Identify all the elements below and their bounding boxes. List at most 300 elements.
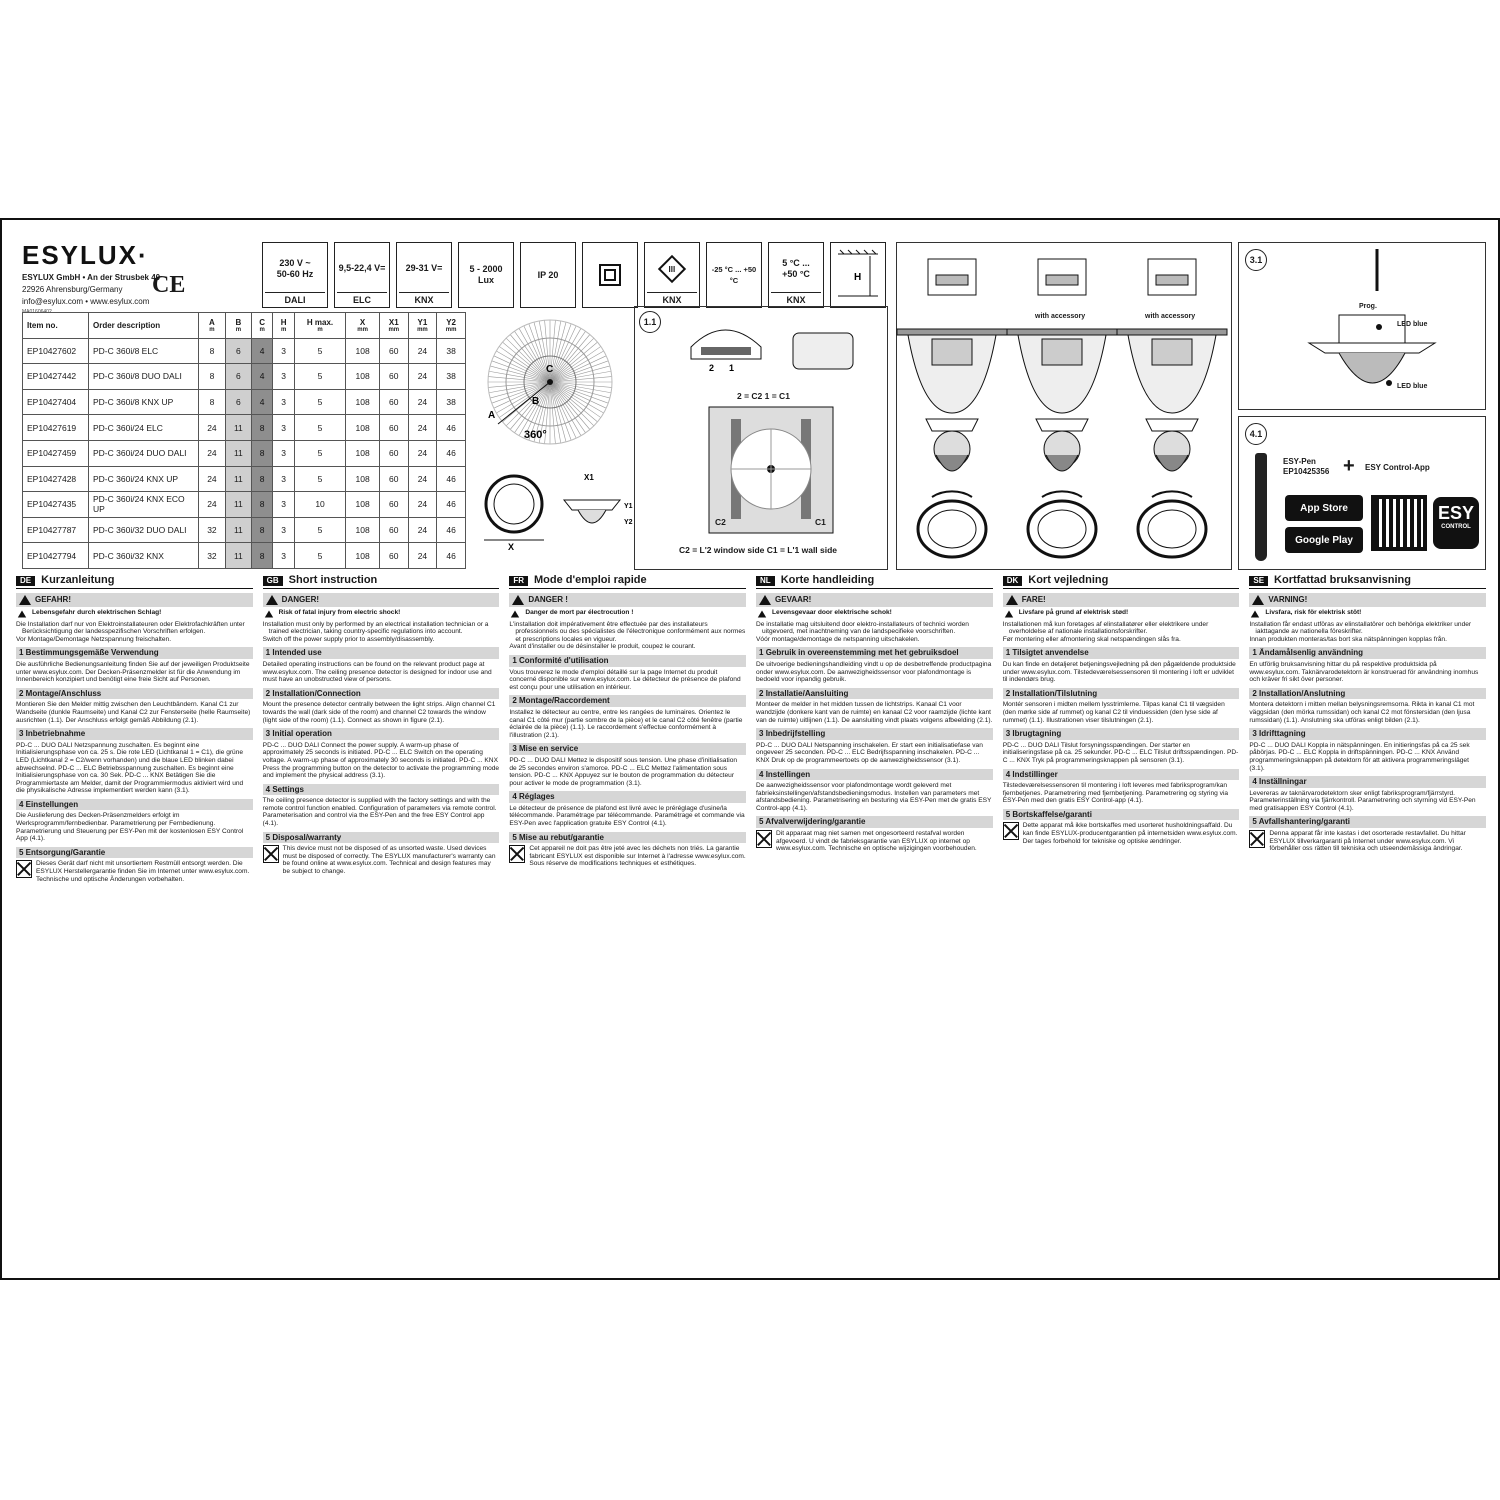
protection-class-icon bbox=[582, 242, 638, 308]
svg-text:H: H bbox=[854, 272, 862, 283]
language-code-badge: GB bbox=[263, 576, 283, 586]
section-4-text: De aanwezigheidssensor voor plafondmontage wordt geleverd met fabrieksinstellingen/afstandsbedieningsmodus. Instellen van parameters met afstandsbediening. Parametrisering en besturing via ESY-Pen met de gratis ESY Control-app (4.1). bbox=[756, 782, 992, 812]
section-2-text: Montieren Sie den Melder mittig zwischen den Leuchtbändern. Kanal C1 zur Wandseite (dunkle Raumseite) und Kanal C2 zur Fensterseite (helle Raumseite) ausrichten (1.1). Der Anschluss erfolgt gemäß Abbildung (2.1). bbox=[16, 701, 251, 724]
section-2-heading: 2 Installatie/Aansluiting bbox=[756, 688, 993, 700]
installation-step-3 bbox=[1117, 259, 1227, 557]
section-5-text: This device must not be disposed of as unsorted waste. Used devices must be disposed of correctly. The ESYLUX manufacturer's warranty can be found online at www.esylux.com. Technical and design features may be subject to change. bbox=[282, 845, 496, 876]
table-cell: PD-C 360i/24 KNX ECO UP bbox=[89, 492, 199, 518]
table-cell: 108 bbox=[346, 364, 380, 390]
company-city: 22926 Ahrensburg/Germany bbox=[22, 285, 123, 294]
section-2-text: Montér sensoren i midten mellem lysstrimlerne. Tilpas kanal C1 til vægsiden (den mørke side af rummet) og kanal C2 til vinduessiden (den lyse side af rummet) (1.1). Illustrationen viser tilslutningen (2.1). bbox=[1002, 701, 1225, 724]
crossed-bin-icon bbox=[263, 845, 279, 863]
list-item: Før montering eller afmontering skal netspændingen slås fra. bbox=[1002, 635, 1181, 643]
svg-text:2: 2 bbox=[709, 363, 715, 373]
table-cell: 3 bbox=[273, 543, 295, 569]
section-1-text: Die ausführliche Bedienungsanleitung finden Sie auf der jeweiligen Produktseite unter www.esylux.com. Der Decken-Präsenzmelder ist für die Anwendung im Innenbereich konzipiert und benötigt eine freie Sicht auf Personen. bbox=[16, 660, 250, 684]
section-3-text: PD-C ... DUO DALI Mettez le dispositif sous tension. Une phase d'initialisation de 25 secondes environ s'amorce. PD-C ... ELC Mettez l'alimentation sous tension. PD-C ... KNX Appuyez sur le bouton de programmation du détecteur pour activer le mode de programmation (3.1). bbox=[509, 756, 738, 787]
crossed-bin-icon bbox=[756, 830, 772, 848]
label-c: C bbox=[546, 364, 554, 375]
table-cell: 60 bbox=[379, 492, 408, 518]
table-cell: 24 bbox=[408, 389, 437, 415]
section-2-heading: 2 Installation/Tilslutning bbox=[1003, 688, 1240, 700]
section-3-text: PD-C ... DUO DALI Netspanning inschakelen. Er start een initialisatiefase van ongeveer 25 seconden. PD-C ... ELC Bedrijfsspanning inschakelen. PD-C ... KNX Druk op de programmeertoets op de aanwezigheidssensor (3.1). bbox=[756, 741, 983, 764]
section-2-text: Installez le détecteur au centre, entre les rangées de luminaires. Orientez le canal C1 côté mur (partie sombre de la pièce) et le canal C2 côté fenêtre (partie éclairée de la pièce) (1.1). Le raccordement s'effectue conformément à l'illustration (2.1). bbox=[509, 708, 743, 739]
table-cell: 24 bbox=[199, 440, 226, 466]
table-cell: PD-C 360i/24 DUO DALI bbox=[89, 440, 199, 466]
label-y2: Y2 bbox=[624, 519, 633, 526]
language-column-se bbox=[1249, 576, 1486, 883]
table-cell: 108 bbox=[346, 466, 380, 492]
table-cell: 5 bbox=[294, 338, 345, 364]
table-cell: 108 bbox=[346, 517, 380, 543]
top-band bbox=[16, 234, 1486, 570]
section-5-text: Denna apparat får inte kastas i det osorterade restavfallet. Du hittar ESYLUX tillverkargaranti på Internet under www.esylux.com. Vi förbehåller oss rätten till tekniska och utseendemässiga ändringar. bbox=[1269, 830, 1466, 853]
table-row bbox=[23, 517, 466, 543]
danger-subtitle-row: Risk of fatal injury from electric shock! bbox=[263, 609, 500, 619]
table-cell: 60 bbox=[379, 517, 408, 543]
disposal-row bbox=[1249, 830, 1486, 853]
list-item: Installation får endast utföras av elinstallatörer och behöriga elektriker under iakttagande av nationella föreskrifter. bbox=[1249, 620, 1472, 636]
table-cell: 60 bbox=[379, 440, 408, 466]
thermometer-icon: -25 °C ... +50 °C bbox=[706, 242, 762, 308]
language-column-gb bbox=[263, 576, 500, 883]
table-cell: 24 bbox=[199, 492, 226, 518]
table-cell: 24 bbox=[408, 440, 437, 466]
table-cell: 8 bbox=[251, 543, 273, 569]
warning-icon bbox=[512, 595, 524, 605]
table-cell: PD-C 360i/32 KNX bbox=[89, 543, 199, 569]
table-cell: 8 bbox=[251, 492, 273, 518]
spec-voltage-dali: 230 V ~ 50-60 Hz DALI bbox=[262, 242, 328, 308]
language-title: SE Kortfattad bruksanvisning bbox=[1249, 576, 1486, 589]
section-2-text: Monteer de melder in het midden tussen de lichtstrips. Kanaal C1 voor wandzijde (donkere kant van de ruimte) en kanaal C2 voor raamzijde (lichte kant van de ruimte) uitlijnen (1.1). De aansluiting vindt plaats volgens afbeelding (2.1). bbox=[756, 701, 993, 724]
label-360: 360° bbox=[524, 429, 547, 441]
danger-heading: DANGER ! bbox=[509, 593, 746, 607]
esy-app-label: ESY Control-App bbox=[1365, 463, 1430, 472]
company-name: ESYLUX GmbH • An der Strusbek 40 bbox=[22, 273, 161, 282]
section-1-heading: 1 Bestimmungsgemäße Verwendung bbox=[16, 647, 253, 659]
table-cell: 11 bbox=[225, 440, 251, 466]
order-rows bbox=[23, 338, 466, 568]
disposal-row bbox=[509, 845, 746, 868]
table-cell: 10 bbox=[294, 492, 345, 518]
prog-button-label: Prog. bbox=[1359, 303, 1377, 310]
table-cell: EP10427787 bbox=[23, 517, 89, 543]
col-y1: Y1 mm bbox=[408, 313, 437, 339]
spec-lux: 5 - 2000 Lux bbox=[458, 242, 514, 308]
language-columns bbox=[16, 576, 1486, 883]
section-4-heading: 4 Einstellungen bbox=[16, 799, 253, 811]
danger-heading: GEVAAR! bbox=[756, 593, 993, 607]
table-cell: 5 bbox=[294, 543, 345, 569]
table-cell: EP10427404 bbox=[23, 389, 89, 415]
list-item: Installationen må kun foretages af elinstallatører eller elektrikere under overholdelse af nationale installationsforskrifter. bbox=[1002, 620, 1209, 636]
app-store-button[interactable]: App Store bbox=[1285, 495, 1363, 521]
installation-step-2 bbox=[1007, 259, 1117, 557]
esylux-logo: ESYLUX· bbox=[22, 240, 149, 270]
col-order-description: Order description bbox=[89, 313, 199, 339]
google-play-button[interactable]: Google Play bbox=[1285, 527, 1363, 553]
installation-steps-panel bbox=[896, 242, 1232, 570]
with-accessory-label-1: with accessory bbox=[1035, 313, 1086, 320]
ce-mark: CE bbox=[152, 272, 186, 298]
led-blue-label-top: LED blue bbox=[1397, 321, 1428, 328]
table-cell: 6 bbox=[225, 389, 251, 415]
section-5-heading: 5 Bortskaffelse/garanti bbox=[1003, 809, 1240, 821]
detection-range-diagram bbox=[472, 314, 633, 570]
table-cell: 24 bbox=[408, 415, 437, 441]
section-2-text: Montera detektorn i mitten mellan belysningsremsorna. Rikta in kanal C1 mot väggsidan (den mörka rumssidan) och kanal C2 mot fönstersidan (den ljusa rumssidan) (1.1). Anslutning ska utföras enligt bilden (2.1). bbox=[1249, 701, 1475, 724]
table-cell: EP10427602 bbox=[23, 338, 89, 364]
section-4-text: Die Auslieferung des Decken-Präsenzmelders erfolgt im Werksprogramm/fernbedienbar. Parametrierung per Fernbedienung. Parametrierung und Steuerung per ESY-Pen mit der kostenlosen ESY Control App (4.1). bbox=[16, 812, 244, 843]
esy-pen-item-number: EP10425356 bbox=[1283, 467, 1330, 476]
spec-icons bbox=[262, 242, 886, 310]
col-b: B m bbox=[225, 313, 251, 339]
danger-subtitle-row: Livsfara, risk för elektrisk stöt! bbox=[1249, 609, 1486, 619]
table-cell: 8 bbox=[199, 364, 226, 390]
danger-subtitle-row: Lebensgefahr durch elektrischen Schlag! bbox=[16, 609, 253, 619]
table-cell: PD-C 360i/24 KNX UP bbox=[89, 466, 199, 492]
table-cell: 46 bbox=[437, 543, 466, 569]
section-1-heading: 1 Tilsigtet anvendelse bbox=[1003, 647, 1240, 659]
section-1-heading: 1 Gebruik in overeenstemming met het gebruiksdoel bbox=[756, 647, 993, 659]
table-cell: 60 bbox=[379, 364, 408, 390]
table-cell: 5 bbox=[294, 415, 345, 441]
esy-control-app-icon[interactable]: ESY CONTROL bbox=[1433, 497, 1479, 549]
language-title: NL Korte handleiding bbox=[756, 576, 993, 589]
table-cell: 6 bbox=[225, 364, 251, 390]
section-5-heading: 5 Avfallshantering/garanti bbox=[1249, 816, 1486, 828]
section-1-text: De uitvoerige bedieningshandleiding vindt u op de desbetreffende productpagina onder www.esylux.com. De aanwezigheidssensor voor plafondmontage is bedoeld voor inpandig gebruik. bbox=[756, 660, 992, 684]
table-row bbox=[23, 440, 466, 466]
spec-voltage-knx: 29-31 V= KNX bbox=[396, 242, 452, 308]
table-row bbox=[23, 543, 466, 569]
table-cell: 108 bbox=[346, 543, 380, 569]
section-3-heading: 3 Initial operation bbox=[263, 728, 500, 740]
table-cell: 46 bbox=[437, 440, 466, 466]
col-h: H m bbox=[273, 313, 295, 339]
col-c: C m bbox=[251, 313, 273, 339]
electric-warning-icon bbox=[1004, 610, 1012, 617]
table-cell: 4 bbox=[251, 338, 273, 364]
section-3-text: PD-C ... DUO DALI Koppla in nätspänningen. En initieringsfas på ca 25 sek påbörjas. PD-C ... ELC Koppla in driftspänningen. PD-C ... KNX Använd programmeringsknappen på detektorn för att aktivera programmeringsläget (3.1). bbox=[1249, 741, 1470, 772]
section-2-text: Mount the presence detector centrally between the light strips. Align channel C1 towards the wall (dark side of the room) and channel C2 towards the window (light side of the room) (1.1). Connect as shown in figure (2.1). bbox=[262, 701, 496, 724]
table-cell: 38 bbox=[437, 389, 466, 415]
table-cell: 46 bbox=[437, 415, 466, 441]
section-4-text: Levereras av taknärvarodetektorn sker enligt fabriksprogram/fjärrstyrd. Parameterinställning via fjärrkontroll. Parametrering och styrning vid ESY-Pen med gratisappen ESY Control (4.1). bbox=[1249, 789, 1476, 812]
table-cell: 32 bbox=[199, 543, 226, 569]
table-cell: 8 bbox=[251, 466, 273, 492]
section-5-text: Cet appareil ne doit pas être jeté avec les déchets non triés. La garantie fabricant ESYLUX est disponible sur Internet à l'adresse www.esylux.com. Sous réserve de modifications techniques et esthétiques. bbox=[529, 845, 746, 868]
table-cell: 11 bbox=[225, 415, 251, 441]
table-row bbox=[23, 492, 466, 518]
table-cell: 38 bbox=[437, 364, 466, 390]
table-row bbox=[23, 364, 466, 390]
table-cell: 3 bbox=[273, 338, 295, 364]
language-title: DE Kurzanleitung bbox=[16, 576, 253, 589]
language-code-badge: SE bbox=[1249, 576, 1268, 586]
crossed-bin-icon bbox=[1003, 822, 1019, 840]
section-5-heading: 5 Mise au rebut/garantie bbox=[509, 832, 746, 844]
table-cell: 46 bbox=[437, 492, 466, 518]
table-cell: 46 bbox=[437, 517, 466, 543]
col-hmax: H max. m bbox=[294, 313, 345, 339]
esy-pen-label: ESY-Pen bbox=[1283, 457, 1316, 466]
section-3-heading: 3 Mise en service bbox=[509, 743, 746, 755]
table-cell: 8 bbox=[199, 338, 226, 364]
table-cell: 3 bbox=[273, 364, 295, 390]
danger-heading: GEFAHR! bbox=[16, 593, 253, 607]
table-cell: 24 bbox=[408, 364, 437, 390]
label-x: X bbox=[508, 542, 515, 552]
table-cell: 4 bbox=[251, 364, 273, 390]
section-2-heading: 2 Montage/Anschluss bbox=[16, 688, 253, 700]
warning-icon bbox=[1006, 595, 1018, 605]
section-1-text: Detailed operating instructions can be found on the relevant product page at www.esylux.com. The ceiling presence detector is designed for indoor use and must have an unobstructed view of persons. bbox=[262, 660, 492, 684]
table-cell: 3 bbox=[273, 440, 295, 466]
section-2-heading: 2 Installation/Connection bbox=[263, 688, 500, 700]
crossed-bin-icon bbox=[16, 860, 32, 878]
section-4-heading: 4 Réglages bbox=[509, 791, 746, 803]
channel-c1-label: C1 bbox=[815, 517, 826, 527]
section-4-text: Le détecteur de présence de plafond est livré avec le préréglage d'usine/la télécommande. Paramétrage par télécommande. Paramétrage et commande via ESY-Pen avec l'application gratuite ESY Control (4.1). bbox=[509, 804, 745, 828]
table-cell: 24 bbox=[408, 492, 437, 518]
table-cell: 3 bbox=[273, 466, 295, 492]
electric-warning-icon bbox=[1251, 610, 1259, 617]
section-4-text: The ceiling presence detector is supplied with the factory settings and with the remote control function enabled. Configuration of parameters via remote control. Parameterisation and control via the ESY-Pen and the free ESY Control app (4.1). bbox=[262, 797, 497, 828]
list-item: Innan produkten monteras/tas bort ska nätspänningen kopplas från. bbox=[1249, 635, 1447, 643]
table-cell: 6 bbox=[225, 338, 251, 364]
section-2-heading: 2 Installation/Anslutning bbox=[1249, 688, 1486, 700]
section-1-text: Du kan finde en detaljeret betjeningsvejledning på den pågældende produktside under www.esylux.com. Tilstedeværelsessensoren til montering i loft er udviklet til indendørs brug. bbox=[1002, 660, 1236, 684]
table-cell: PD-C 360i/8 DUO DALI bbox=[89, 364, 199, 390]
figure-tag-4-1: 4.1 bbox=[1245, 423, 1267, 445]
table-cell: 8 bbox=[251, 415, 273, 441]
order-table bbox=[22, 312, 466, 569]
brand-block bbox=[22, 240, 232, 315]
table-cell: 60 bbox=[379, 389, 408, 415]
table-cell: 24 bbox=[408, 543, 437, 569]
installation-step-1 bbox=[897, 259, 1007, 557]
language-column-de bbox=[16, 576, 253, 883]
table-cell: 11 bbox=[225, 466, 251, 492]
with-accessory-label-2: with accessory bbox=[1145, 313, 1196, 320]
label-a: A bbox=[488, 410, 496, 421]
table-cell: 5 bbox=[294, 389, 345, 415]
language-column-dk bbox=[1003, 576, 1240, 883]
section-1-text: Vous trouverez le mode d'emploi détaillé sur la page Internet du produit concerné disponible sur www.esylux.com. Le détecteur de présence de plafond est conçu pour une utilisation en intérieur. bbox=[509, 668, 741, 691]
electric-warning-icon bbox=[511, 610, 519, 617]
list-item: L'installation doit impérativement être effectuée par des installateurs professionnels ou des spécialistes de l'électronique conformément aux normes et prescriptions locales en vigueur. bbox=[509, 620, 746, 643]
section-5-text: Dieses Gerät darf nicht mit unsortiertem Restmüll entsorgt werden. Die ESYLUX Herstellergarantie finden Sie im Internet unter www.esylux.com. Technische und optische Änderungen vorbehalten. bbox=[36, 860, 250, 883]
electric-warning-icon bbox=[264, 610, 272, 617]
list-item: Avant d'installer ou de désinstaller le produit, coupez le courant. bbox=[509, 643, 696, 651]
table-cell: 24 bbox=[199, 466, 226, 492]
warning-icon bbox=[759, 595, 771, 605]
table-cell: EP10427428 bbox=[23, 466, 89, 492]
col-item-no: Item no. bbox=[23, 313, 89, 339]
language-code-badge: FR bbox=[509, 576, 528, 586]
table-cell: 8 bbox=[251, 440, 273, 466]
disposal-row bbox=[756, 830, 993, 853]
figure-tag-1-1: 1.1 bbox=[639, 311, 661, 333]
table-header bbox=[23, 313, 466, 339]
table-cell: 24 bbox=[408, 517, 437, 543]
col-x: X mm bbox=[346, 313, 380, 339]
section-5-text: Dette apparat må ikke bortskaffes med usorteret husholdningsaffald. Du kan finde ESYLUX-producentgarantien på internetsiden www.esylux.com. Der tages forbehold for tekniske og optiske ændringer. bbox=[1022, 822, 1238, 845]
table-cell: 24 bbox=[408, 466, 437, 492]
section-1-heading: 1 Intended use bbox=[263, 647, 500, 659]
section-4-heading: 4 Indstillinger bbox=[1003, 769, 1240, 781]
table-cell: 5 bbox=[294, 466, 345, 492]
table-cell: 11 bbox=[225, 492, 251, 518]
section-5-heading: 5 Entsorgung/Garantie bbox=[16, 847, 253, 859]
table-cell: 11 bbox=[225, 517, 251, 543]
table-cell: PD-C 360i/8 ELC bbox=[89, 338, 199, 364]
disposal-row bbox=[263, 845, 500, 875]
table-cell: PD-C 360i/24 ELC bbox=[89, 415, 199, 441]
table-cell: 46 bbox=[437, 466, 466, 492]
table-cell: 38 bbox=[437, 338, 466, 364]
table-cell: 108 bbox=[346, 338, 380, 364]
table-cell: 8 bbox=[199, 389, 226, 415]
crossed-bin-icon bbox=[509, 845, 525, 863]
language-code-badge: DE bbox=[16, 576, 35, 586]
svg-text:1: 1 bbox=[729, 363, 735, 373]
table-cell: 24 bbox=[199, 415, 226, 441]
table-cell: 5 bbox=[294, 364, 345, 390]
section-3-text: PD-C ... DUO DALI Netzspannung zuschalten. Es beginnt eine Initialisierungsphase von ca. 25 s. Die rote LED (Lichtkanal 1 = C1), die grüne LED (Lichtkanal 2 = C2/wenn vorhanden) und die blaue LED blinken dabei abwechselnd. PD-C ... ELC Betriebsspannung zuschalten. Es beginnt eine Initialisierungsphase von ca. 30 Sek. PD-C ... KNX Betätigen Sie die Programmiertaste am Melder, damit der Programmiermodus aktiviert wird und die physikalische Adresse implementiert werden kann (3.1). bbox=[16, 741, 244, 795]
instruction-sheet bbox=[0, 218, 1500, 1280]
warning-icon bbox=[19, 595, 31, 605]
label-y1: Y1 bbox=[624, 503, 633, 510]
plus-icon: + bbox=[1343, 455, 1355, 477]
section-1-heading: 1 Conformité d'utilisation bbox=[509, 655, 746, 667]
language-title: DK Kort vejledning bbox=[1003, 576, 1240, 589]
table-cell: 32 bbox=[199, 517, 226, 543]
language-title: FR Mode d'emploi rapide bbox=[509, 576, 746, 589]
section-3-heading: 3 Inbedrijfstelling bbox=[756, 728, 993, 740]
label-x1: X1 bbox=[584, 473, 594, 482]
table-cell: 108 bbox=[346, 440, 380, 466]
figure-1-1-panel bbox=[634, 306, 888, 570]
table-cell: EP10427435 bbox=[23, 492, 89, 518]
table-cell: 3 bbox=[273, 517, 295, 543]
table-cell: 3 bbox=[273, 415, 295, 441]
section-1-text: En utförlig bruksanvisning hittar du på respektive produktsida på www.esylux.com. Taknärvarodetektorn är konstruerad för användning inomhus och kräver fri sikt över personer. bbox=[1249, 660, 1479, 684]
table-cell: 60 bbox=[379, 543, 408, 569]
section-5-text: Dit apparaat mag niet samen met ongesorteerd restafval worden afgevoerd. U vindt de fabrieksgarantie van ESYLUX op internet op www.esylux.com. Technische en optische wijzigingen voorbehouden. bbox=[776, 830, 977, 853]
table-row bbox=[23, 389, 466, 415]
table-cell: EP10427442 bbox=[23, 364, 89, 390]
figure-3-1-panel bbox=[1238, 242, 1486, 410]
disposal-row bbox=[16, 860, 253, 883]
table-cell: 3 bbox=[273, 492, 295, 518]
table-row bbox=[23, 338, 466, 364]
channel-c2-label: C2 bbox=[715, 517, 726, 527]
col-a: A m bbox=[199, 313, 226, 339]
table-row bbox=[23, 415, 466, 441]
language-title: GB Short instruction bbox=[263, 576, 500, 589]
danger-subtitle-row: Levensgevaar door elektrische schok! bbox=[756, 609, 993, 619]
col-x1: X1 mm bbox=[379, 313, 408, 339]
col-y2: Y2 mm bbox=[437, 313, 466, 339]
danger-subtitle-row: Livsfare på grund af elektrisk stød! bbox=[1003, 609, 1240, 619]
qr-code-icon[interactable] bbox=[1371, 495, 1427, 551]
section-4-heading: 4 Inställningar bbox=[1249, 776, 1486, 788]
table-cell: 4 bbox=[251, 389, 273, 415]
section-3-text: PD-C ... DUO DALI Connect the power supply. A warm-up phase of approximately 25 seconds is initiated. PD-C ... ELC Switch on the operating voltage. A warm-up phase of approximately 30 seconds is initiated. PD-C ... KNX Press the programming button on the detector to activate the programming mode and implement the physical address (3.1). bbox=[262, 741, 500, 780]
language-column-nl bbox=[756, 576, 993, 883]
table-cell: 8 bbox=[251, 517, 273, 543]
electric-warning-icon bbox=[758, 610, 766, 617]
language-column-fr bbox=[509, 576, 746, 883]
danger-heading: VARNING! bbox=[1249, 593, 1486, 607]
warning-icon bbox=[266, 595, 278, 605]
spec-class-iii-knx: III KNX bbox=[644, 242, 700, 308]
table-cell: 108 bbox=[346, 492, 380, 518]
section-1-heading: 1 Ändamålsenlig användning bbox=[1249, 647, 1486, 659]
section-3-heading: 3 Ibrugtagning bbox=[1003, 728, 1240, 740]
led-blue-label-bottom: LED blue bbox=[1397, 383, 1428, 390]
table-cell: 60 bbox=[379, 415, 408, 441]
list-item: Die Installation darf nur von Elektroinstallateuren oder Elektrofachkräften unter Berücksichtigung der landesspezifischen Vorschriften erfolgen. bbox=[16, 620, 245, 636]
channel-mapping-label: 2 = C2 1 = C1 bbox=[737, 391, 790, 401]
section-2-heading: 2 Montage/Raccordement bbox=[509, 695, 746, 707]
section-4-text: Tilstedeværelsessensoren til montering i loft leveres med fabriksprogram/kan fjernbetjenes. Parametrering med fjernbetjening. Parametrering og styring via ESY-Pen med den gratis ESY Control-app (4.1). bbox=[1002, 782, 1229, 805]
table-row bbox=[23, 466, 466, 492]
table-cell: EP10427619 bbox=[23, 415, 89, 441]
crossed-bin-icon bbox=[1249, 830, 1265, 848]
electric-warning-icon bbox=[18, 610, 26, 617]
disposal-row bbox=[1003, 822, 1240, 845]
figure-4-1-panel bbox=[1238, 416, 1486, 570]
spec-temp-knx: 5 °C ... +50 °C KNX bbox=[768, 242, 824, 308]
table-cell: PD-C 360i/8 KNX UP bbox=[89, 389, 199, 415]
table-cell: 11 bbox=[225, 543, 251, 569]
table-cell: EP10427459 bbox=[23, 440, 89, 466]
spec-ip: IP 20 bbox=[520, 242, 576, 308]
language-code-badge: DK bbox=[1003, 576, 1023, 586]
list-item: Installation must only by performed by an electrical installation technician or a trained electrician, taking country-specific regulations into account. bbox=[262, 620, 489, 636]
table-cell: 108 bbox=[346, 389, 380, 415]
spec-voltage-elc: 9,5-22,4 V= ELC bbox=[334, 242, 390, 308]
label-b: B bbox=[532, 396, 540, 407]
table-cell: EP10427794 bbox=[23, 543, 89, 569]
table-cell: 3 bbox=[273, 389, 295, 415]
list-item: Vóór montage/demontage de netspanning uitschakelen. bbox=[756, 635, 920, 643]
table-cell: 24 bbox=[408, 338, 437, 364]
channel-caption: C2 = L'2 window side C1 = L'1 wall side bbox=[679, 545, 838, 555]
section-3-heading: 3 Idrifttagning bbox=[1249, 728, 1486, 740]
section-3-text: PD-C ... DUO DALI Tilslut forsyningsspændingen. Der starter en initialiseringsfase på ca. 25 sekunder. PD-C ... ELC Tilslut driftsspændingen. PD-C ... KNX Tryk på programmeringsknappen på sensoren (3.1). bbox=[1002, 741, 1239, 764]
list-item: De installatie mag uitsluitend door elektro-installateurs of technici worden uitgevoerd, met inachtneming van de landspecifieke voorschriften. bbox=[756, 620, 969, 636]
table-cell: PD-C 360i/32 DUO DALI bbox=[89, 517, 199, 543]
section-4-heading: 4 Instellingen bbox=[756, 769, 993, 781]
language-code-badge: NL bbox=[756, 576, 775, 586]
warning-icon bbox=[1252, 595, 1264, 605]
danger-subtitle-row: Danger de mort par électrocution ! bbox=[509, 609, 746, 619]
section-3-heading: 3 Inbetriebnahme bbox=[16, 728, 253, 740]
mounting-height-icon bbox=[830, 242, 886, 308]
section-5-heading: 5 Disposal/warranty bbox=[263, 832, 500, 844]
list-item: Vor Montage/Demontage Netzspannung freischalten. bbox=[16, 635, 172, 643]
table-cell: 60 bbox=[379, 466, 408, 492]
table-cell: 108 bbox=[346, 415, 380, 441]
danger-heading: DANGER! bbox=[263, 593, 500, 607]
section-5-heading: 5 Afvalverwijdering/garantie bbox=[756, 816, 993, 828]
table-cell: 5 bbox=[294, 517, 345, 543]
